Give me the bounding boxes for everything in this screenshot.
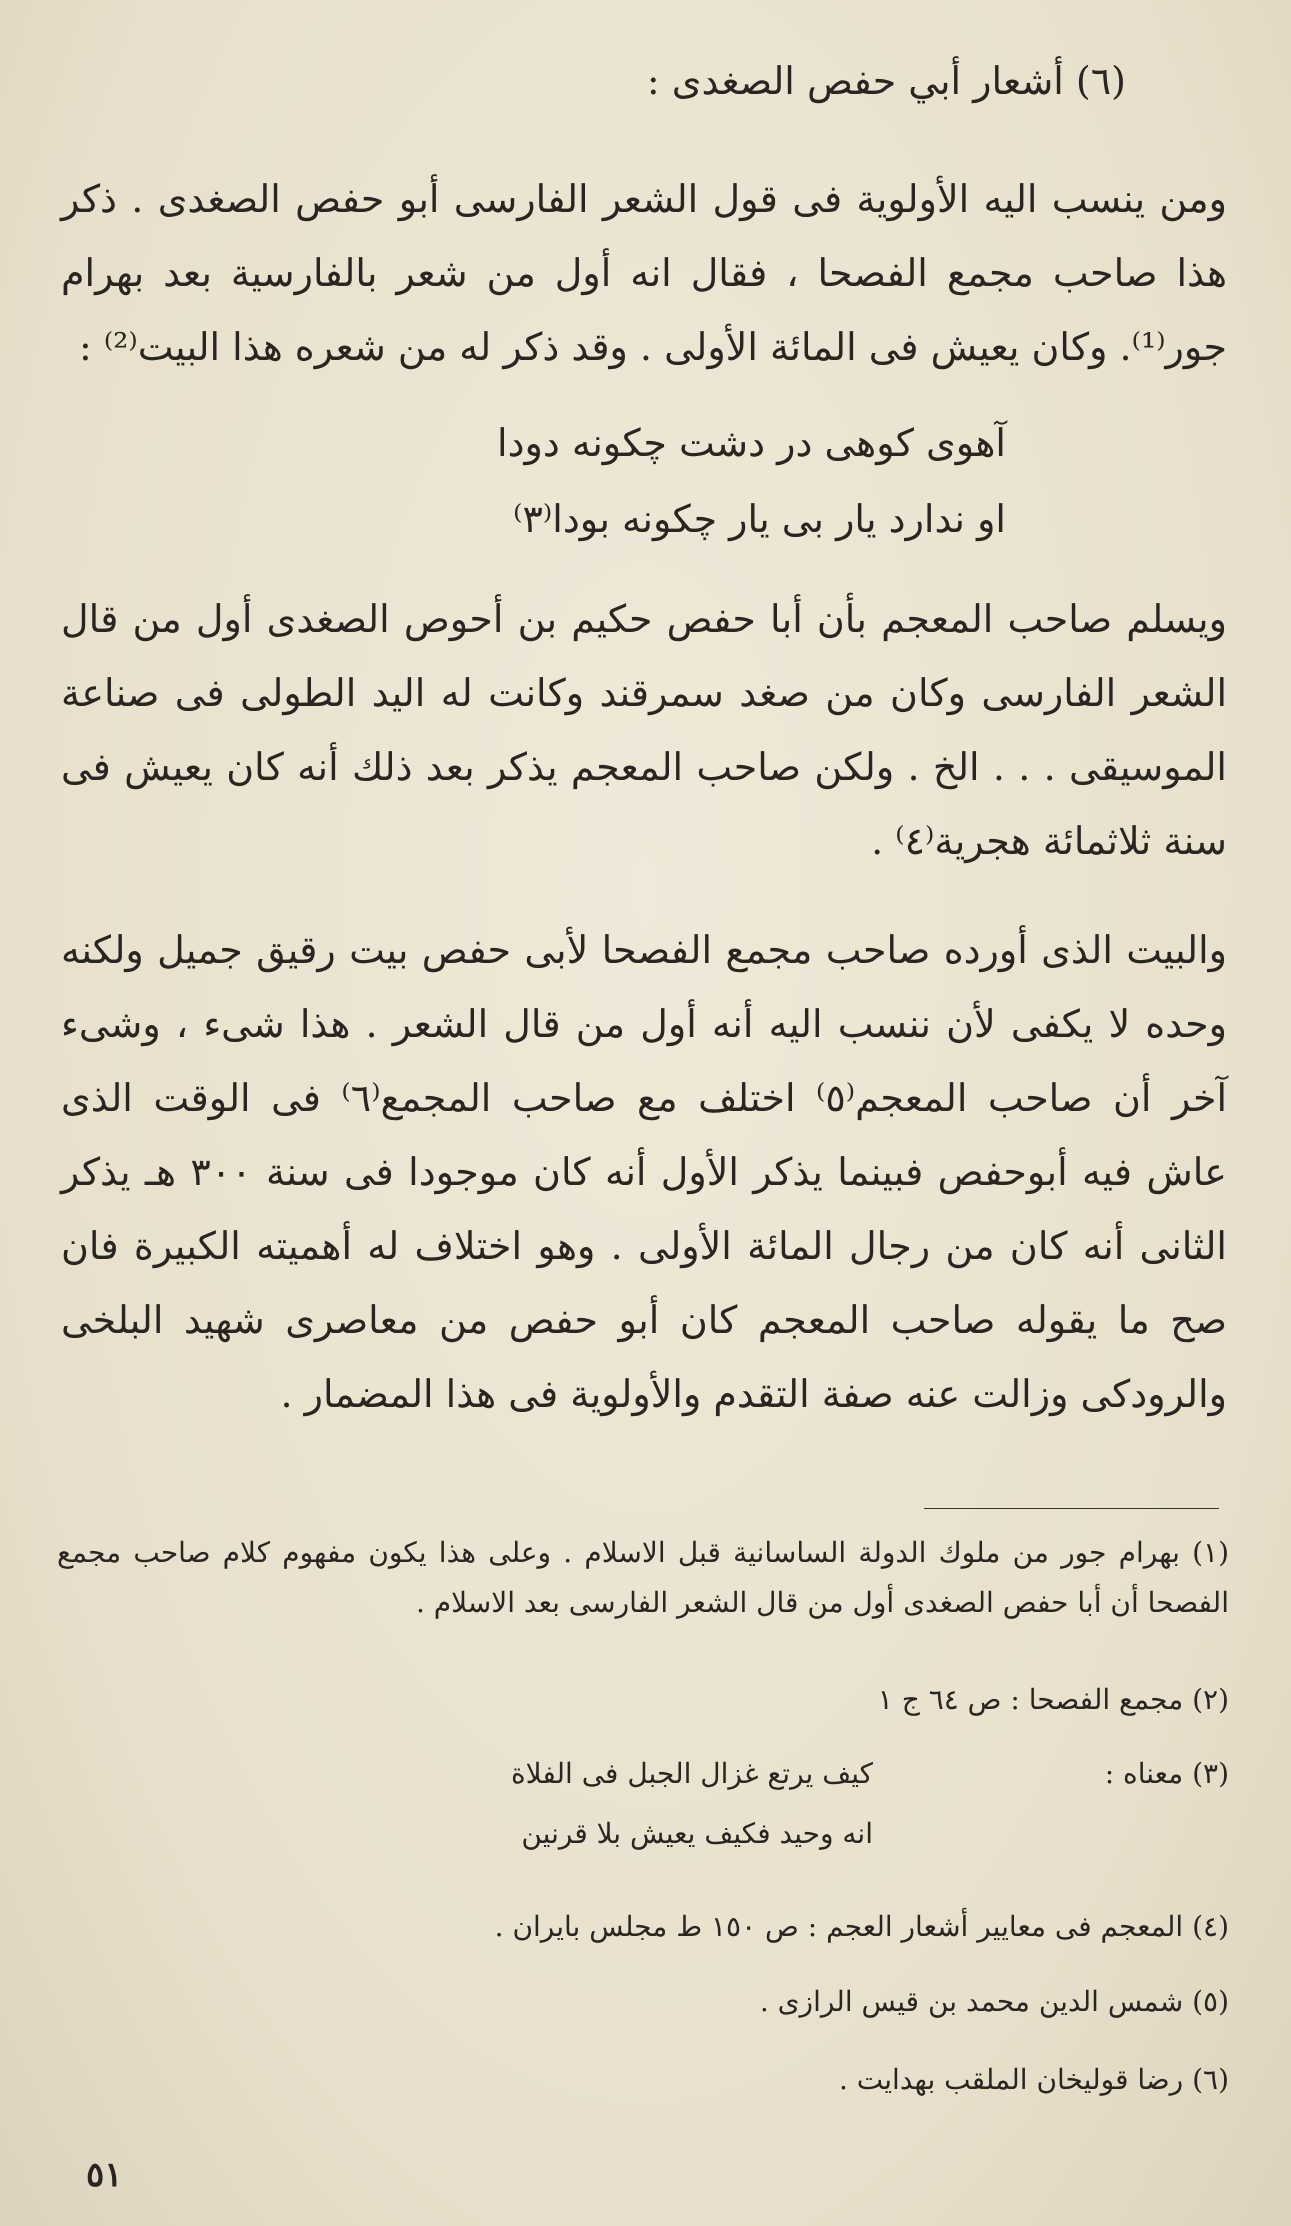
verse-line-2: او ندارد يار بى يار چكونه بودا⁽٣⁾: [513, 497, 1006, 541]
verse-line-1: آهوى كوهى در دشت چكونه دودا: [497, 421, 1006, 465]
paragraph-2: ويسلم صاحب المعجم بأن أبا حفص حكيم بن أحوص الصغدى أول من قال الشعر الفارسى وكان من صغد سمرقند وكانت له اليد الطولى فى صناعة الموسيقى . . . الخ . ولكن صاحب المعجم يذكر بعد ذلك أنه كان يعيش فى سنة ثلاثمائة هجرية⁽٤⁾ .: [61, 597, 1227, 863]
footnote-3-label: (٣) معناه :: [1104, 1757, 1229, 1790]
footnote-4: (٤) المعجم فى معايير أشعار العجم : ص ١٥٠ ط مجلس بايران .: [494, 1910, 1229, 1943]
page-number: ٥١: [86, 2155, 123, 2195]
paragraph-1: ومن ينسب اليه الأولوية فى قول الشعر الفارسى أبو حفص الصغدى . ذكر هذا صاحب مجمع الفصحا ، فقال انه أول من شعر بالفارسية بعد بهرام جور⁽¹⁾. وكان يعيش فى المائة الأولى . وقد ذكر له من شعره هذا البيت⁽²⁾ :: [61, 177, 1227, 369]
paragraph-3: والبيت الذى أورده صاحب مجمع الفصحا لأبى حفص بيت رقيق جميل ولكنه وحده لا يكفى لأن ننسب اليه أنه أول من قال الشعر . هذا شىء ، وشىء آخر أن صاحب المعجم⁽٥⁾ اختلف مع صاحب المجمع⁽٦⁾ فى الوقت الذى عاش فيه أبوحفص فبينما يذكر الأول أنه كان موجودا فى سنة ٣٠٠ هـ يذكر الثانى أنه كان من رجال المائة الأولى . وهو اختلاف له أهميته الكبيرة فان صح ما يقوله صاحب المعجم كان أبو حفص من معاصرى شهيد البلخى والرودكى وزالت عنه صفة التقدم والأولوية فى هذا المضمار .: [61, 928, 1228, 1416]
footnote-3-line-1: كيف يرتع غزال الجبل فى الفلاة: [510, 1757, 873, 1790]
section-heading: (٦) أشعار أبي حفص الصغدى :: [646, 59, 1126, 103]
footnote-3-line-2: انه وحيد فكيف يعيش بلا قرنين: [521, 1817, 873, 1850]
footnote-divider: [924, 1508, 1219, 1509]
footnote-6: (٦) رضا قوليخان الملقب بهدايت .: [838, 2063, 1229, 2096]
footnote-5: (٥) شمس الدين محمد بن قيس الرازى .: [759, 1985, 1229, 2018]
footnote-2: (٢) مجمع الفصحا : ص ٦٤ ج ١: [877, 1683, 1229, 1716]
footnote-1: (١) بهرام جور من ملوك الدولة الساسانية قبل الاسلام . وعلى هذا يكون مفهوم كلام صاحب مجمع الفصحا أن أبا حفص الصغدى أول من قال الشعر الفارسى بعد الاسلام .: [57, 1536, 1229, 1619]
